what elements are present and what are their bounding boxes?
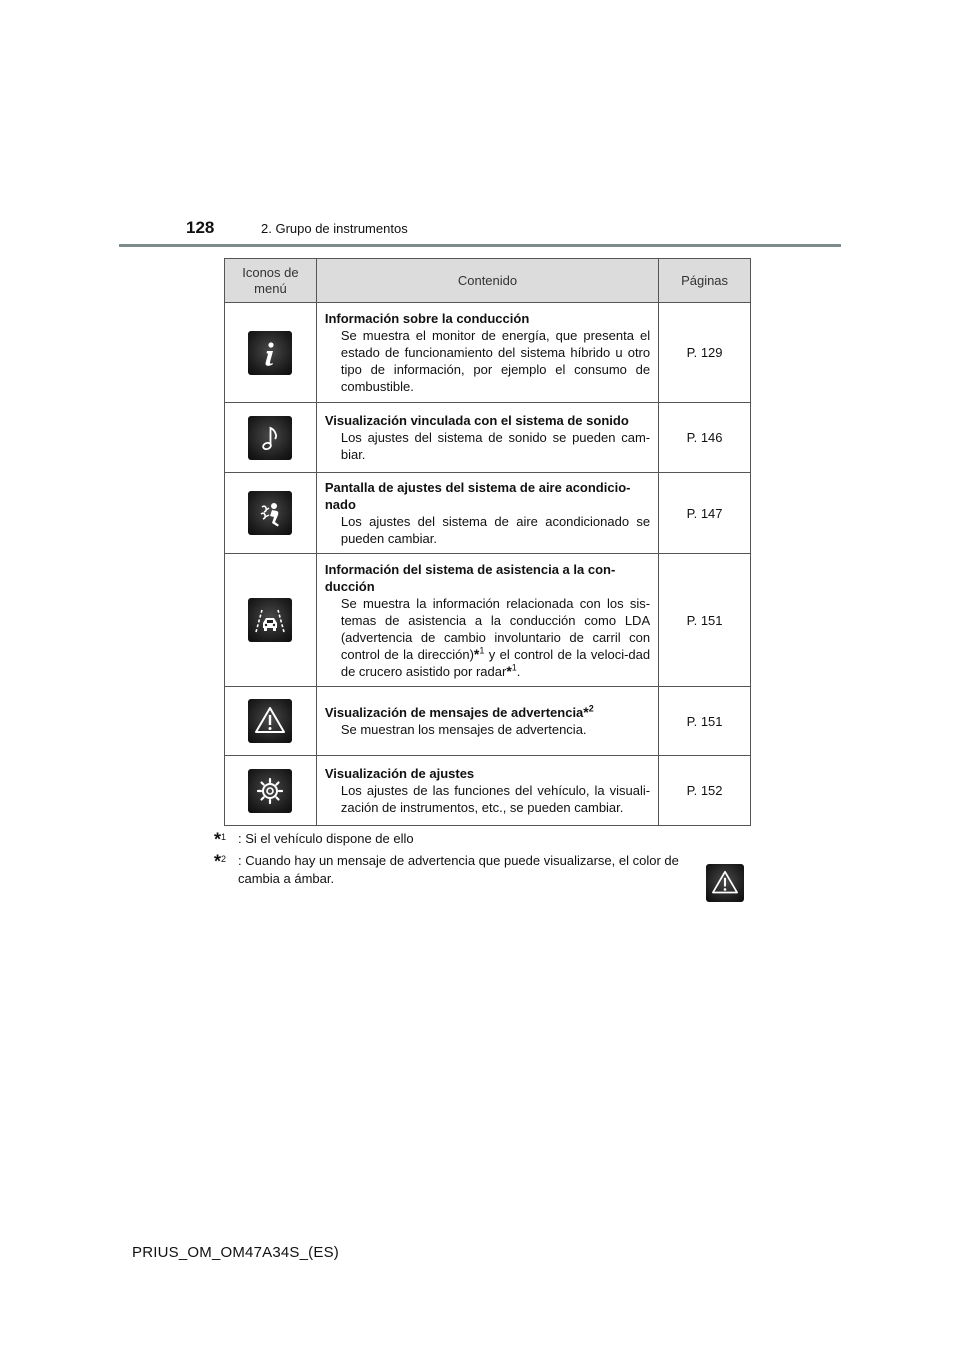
footnote-ref: 1 (511, 662, 517, 673)
row-title: Pantalla de ajustes del sistema de aire acondicio-nado (324, 480, 631, 512)
row-title: Información sobre la conducción (324, 311, 530, 326)
page-reference: P. 147 (659, 473, 751, 554)
gear-icon (248, 769, 292, 813)
footnote-number: 2 (221, 854, 227, 864)
info-icon (248, 331, 292, 375)
page-reference: P. 151 (659, 687, 751, 756)
music-note-icon (248, 416, 292, 460)
footnote-star: * (473, 645, 480, 662)
row-description: Los ajustes del sistema de aire acondicionado se pueden cambiar. (340, 514, 651, 546)
table-row (225, 473, 751, 554)
row-description: Los ajustes del sistema de sonido se pueden cam-biar. (340, 430, 651, 462)
footnote-star: * (583, 704, 589, 720)
footnote-1 (214, 830, 754, 848)
row-title: Visualización vinculada con el sistema de sonido (324, 413, 629, 428)
footnote-star: * (506, 662, 512, 679)
row-description: Se muestran los mensajes de advertencia. (340, 722, 587, 737)
warning-triangle-icon (248, 699, 292, 743)
table-row (225, 403, 751, 473)
chapter-title: 2. Grupo de instrumentos (261, 221, 408, 236)
table-row (225, 303, 751, 403)
air-conditioning-icon (248, 491, 292, 535)
page-reference: P. 146 (659, 403, 751, 473)
row-description: Los ajustes de las funciones del vehículo, la visuali-zación de instrumentos, etc., se pueden cambiar. (340, 783, 651, 815)
footnotes (214, 830, 754, 892)
footnote-2 (214, 852, 754, 888)
page-header (0, 0, 960, 250)
footnote-star: * (214, 829, 222, 850)
row-description: Se muestra la información relacionada con los sis-temas de asistencia a la conducción como LDA (advertencia de cambio involuntario de carril con control de la dirección)*$^1$ y el control de la veloci-dad de crucero asistido por radar*$^1$. (340, 595, 651, 679)
column-header-icons: Iconos de menú (225, 259, 317, 303)
row-title: Información del sistema de asistencia a la con-ducción (324, 561, 616, 594)
table-row (225, 756, 751, 826)
footnote-text: : Si el vehículo dispone de ello (238, 831, 414, 846)
footnote-ref: 1 (479, 645, 485, 656)
table-row (225, 687, 751, 756)
row-title: Visualización de ajustes (324, 766, 475, 781)
driving-assist-icon (248, 598, 292, 642)
footnote-text: : Cuando hay un mensaje de advertencia que puede visualizarse, el color de cambia a ámbar. (238, 853, 679, 886)
footnote-star: * (214, 851, 222, 872)
page-reference: P. 152 (659, 756, 751, 826)
footnote-number: 1 (221, 832, 227, 842)
menu-icons-table (224, 258, 751, 826)
page-reference: P. 129 (659, 303, 751, 403)
row-description: Se muestra el monitor de energía, que presenta el estado de funcionamiento del sistema híbrido u otro tipo de información, por ejemplo el consumo de combustible. (340, 328, 651, 394)
row-title: Visualización de mensajes de advertencia*$^2$ (324, 703, 594, 720)
warning-triangle-icon (706, 864, 744, 902)
header-divider (119, 244, 841, 247)
page-reference: P. 151 (659, 554, 751, 687)
table-header-row (225, 259, 751, 303)
page-number: 128 (186, 218, 215, 237)
column-header-pages: Páginas (659, 259, 751, 303)
table-row (225, 554, 751, 687)
column-header-content: Contenido (316, 259, 658, 303)
footnote-ref: 2 (588, 703, 594, 714)
document-code: PRIUS_OM_OM47A34S_(ES) (132, 1244, 339, 1261)
